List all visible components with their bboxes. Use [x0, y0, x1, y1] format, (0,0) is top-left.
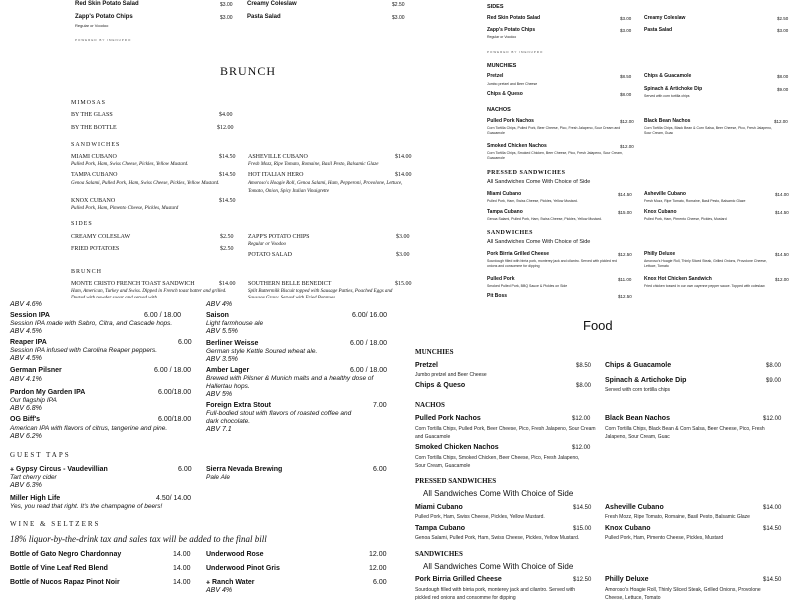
item-desc: Regular or Voodoo: [248, 242, 287, 247]
item-name: Chips & Queso: [415, 382, 466, 389]
item-name: Philly Deluxe: [644, 251, 676, 257]
beer-name: German Pilsner: [10, 367, 62, 374]
item-desc: Pulled Pork, Ham, Pimento Cheese, Pickles, Mustard: [605, 535, 724, 541]
item-desc: Fresh Mozz, Ripe Tomato, Romaine, Basil Pesto, Balsamic Glaze: [248, 162, 379, 167]
item-name: Miami Cubano: [487, 191, 522, 197]
item-name: Asheville Cubano: [644, 191, 686, 197]
item-price: $15.00: [395, 281, 412, 287]
item-price: $14.00: [775, 192, 789, 197]
beer-price: 7.00: [373, 402, 387, 409]
beer-abv: ABV 3.5%: [206, 356, 238, 363]
beer-desc: German style Kettle Soured wheat ale.: [206, 348, 318, 355]
item-desc: Corn Tortilla Chips, Black Bean & Corn Salsa, Beer Cheese, Pico, Fresh Jalapeno, Sour Cream, Guac: [644, 126, 772, 135]
beer-name: Pardon My Garden IPA: [10, 389, 86, 396]
item-desc: Pulled Pork, Ham, Swiss Cheese, Pickles, Yellow Mustard.: [487, 199, 578, 203]
item-price: $2.50: [220, 246, 234, 252]
item-desc: Amoroso's Hoagie Roll, Thinly Sliced Steak, Grilled Onions, Provolone Cheese, Lettuce, Tomato: [605, 587, 761, 600]
item-desc: Fried chicken tossed in our own cayenne pepper sauce. Topped with coleslaw.: [644, 284, 766, 288]
item-name: Red Skin Potato Salad: [75, 1, 139, 7]
item-desc: Corn Tortilla Chips, Pulled Pork, Beer Cheese, Pico, Fresh Jalapeno, Sour Cream and Guacamole: [415, 426, 596, 440]
item-name: HOT ITALIAN HERO: [248, 172, 304, 178]
item-name: TAMPA CUBANO: [71, 172, 118, 178]
item-desc: Genoa Salami, Pulled Pork, Ham, Swiss Cheese, Pickles, Yellow Mustard.: [415, 535, 580, 541]
item-price: $8.00: [777, 74, 789, 79]
beer-name: Berliner Weisse: [206, 340, 259, 347]
beer-abv: ABV 4.5%: [10, 355, 42, 362]
item-name: CREAMY COLESLAW: [71, 234, 131, 240]
section-header: SIDES: [487, 4, 504, 10]
item-desc: Sourdough filled with birria pork, monterey jack and cilantro. Served with pickled red onions and consomme for dipping: [415, 587, 576, 600]
item-name: Pretzel: [415, 362, 438, 369]
item-name: Philly Deluxe: [605, 576, 649, 583]
item-name: FRIED POTATOES: [71, 246, 120, 252]
item-desc: Jumbo pretzel and Beer Cheese: [487, 82, 538, 86]
beer-price: 6.00 / 18.00: [350, 367, 387, 374]
item-name: Zapp's Potato Chips: [487, 27, 536, 33]
item-price: $14.50: [219, 154, 236, 160]
item-name: Smoked Chicken Nachos: [415, 444, 499, 451]
beer-price: 6.00: [178, 339, 192, 346]
item-name: KNOX CUBANO: [71, 198, 116, 204]
item-price: $12.50: [573, 577, 592, 583]
item-price: $14.50: [219, 198, 236, 204]
wine-name: Underwood Pinot Gris: [206, 565, 280, 572]
item-price: $12.00: [620, 144, 634, 149]
beer-price: 6.00 / 18.00: [154, 367, 191, 374]
item-name: Creamy Coleslaw: [644, 15, 686, 21]
beer-desc: Session IPA made with Sabro, Citra, and Cascade hops.: [10, 320, 173, 327]
wine-price: 14.00: [173, 551, 191, 558]
powered-by: POWERED BY IMENUPRO: [75, 38, 132, 42]
item-price: $12.00: [763, 416, 782, 422]
item-price: $12.00: [217, 125, 234, 131]
small-food-menu: [480, 0, 800, 300]
item-name: Black Bean Nachos: [605, 415, 670, 422]
beer-name: Amber Lager: [206, 367, 250, 374]
beer-price: 6.00: [373, 466, 387, 473]
item-name: Pasta Salad: [247, 14, 281, 20]
item-name: Chips & Guacamole: [605, 362, 672, 369]
item-price: $12.00: [572, 445, 591, 451]
item-price: $2.50: [220, 234, 234, 240]
item-name: Pulled Pork: [487, 276, 515, 282]
item-price: $14.50: [573, 505, 592, 511]
item-name: MIAMI CUBANO: [71, 154, 117, 160]
item-price: $11.00: [618, 277, 632, 282]
star-icon: ⚹: [206, 579, 211, 586]
large-food-menu: [405, 305, 800, 600]
wine-name: Ranch Water: [212, 579, 255, 586]
beer-abv: ABV 4%: [206, 301, 233, 308]
section-header: NACHOS: [487, 107, 511, 113]
beer-desc: Yes, you read that right. It's the champagne of beers!: [10, 503, 163, 510]
item-name: BY THE BOTTLE: [71, 125, 117, 131]
item-desc: Smoked Pulled Pork, BBQ Sauce & Pickles on Side: [487, 284, 568, 288]
beer-abv: ABV 5%: [206, 391, 233, 398]
beer-name: Session IPA: [10, 312, 50, 319]
item-price: $14.00: [219, 281, 236, 287]
item-name: POTATO SALAD: [248, 252, 292, 258]
item-name: Asheville Cubano: [605, 504, 664, 511]
item-price: $12.00: [572, 416, 591, 422]
section-header: MIMOSAS: [71, 100, 107, 106]
item-price: $14.50: [763, 577, 782, 583]
brunch-menu: [60, 55, 415, 300]
wine-price: 12.00: [369, 551, 387, 558]
item-price: $14.00: [763, 505, 782, 511]
item-price: $3.00: [620, 28, 632, 33]
beer-desc: Light farmhouse ale: [206, 320, 264, 327]
wine-name: Bottle of Vine Leaf Red Blend: [10, 565, 108, 572]
beer-abv: ABV 4.5%: [10, 328, 42, 335]
item-name: SOUTHERN BELLE BENEDICT: [248, 281, 332, 287]
wine-name: Bottle of Gato Negro Chardonnay: [10, 551, 122, 558]
section-header: BRUNCH: [71, 269, 103, 275]
beer-desc: Pale Ale: [206, 474, 230, 481]
item-desc: Corn Tortilla Chips, Smoked Chicken, Beer Cheese, Pico, Fresh Jalapeno, Sour Cream, Guacamole: [487, 151, 623, 160]
item-price: $3.00: [620, 16, 632, 21]
item-name: MONTE CRISTO FRENCH TOAST SANDWICH: [71, 281, 195, 287]
item-name: Knox Hot Chicken Sandwich: [644, 276, 712, 282]
section-header: PRESSED SANDWICHES: [415, 477, 497, 485]
item-price: $12.50: [618, 252, 632, 257]
item-desc: Fresh Mozz, Ripe Tomato, Romaine, Basil Pesto, Balsamic Glaze: [605, 514, 750, 520]
beer-price: 6.00/ 16.00: [352, 312, 388, 319]
section-header: SANDWICHES: [487, 230, 534, 236]
beer-abv: ABV 6.8%: [10, 405, 42, 412]
item-price: $2.50: [392, 2, 405, 8]
item-name: ZAPP'S POTATO CHIPS: [248, 234, 310, 240]
section-subtitle: All Sandwiches Come With Choice of Side: [487, 179, 591, 185]
item-price: $8.00: [766, 363, 782, 369]
beer-name: Sierra Nevada Brewing: [206, 466, 283, 473]
item-name: Chips & Guacamole: [644, 73, 692, 79]
item-name: Pork Birria Grilled Cheese: [487, 251, 549, 257]
section-header: SANDWICHES: [415, 550, 463, 558]
item-price: $9.00: [766, 378, 782, 384]
section-header: SIDES: [71, 221, 93, 227]
item-price: $3.00: [392, 15, 405, 21]
item-name: Chips & Queso: [487, 91, 523, 97]
wine-price: 14.00: [173, 565, 191, 572]
beer-name: Miller High Life: [10, 495, 61, 502]
item-name: Red Skin Potato Salad: [487, 15, 541, 21]
item-price: $3.00: [396, 252, 410, 258]
item-name: Miami Cubano: [415, 504, 463, 511]
item-price: $14.50: [763, 526, 782, 532]
item-price: $14.50: [219, 172, 236, 178]
beer-abv: ABV 4.1%: [10, 376, 42, 383]
item-name: Smoked Chicken Nachos: [487, 143, 547, 149]
beer-desc: American IPA with flavors of citrus, tangerine and pine.: [10, 425, 168, 432]
wine-abv: ABV 4%: [206, 587, 233, 594]
item-desc: Sourdough filled with birria pork, monterey jack and cilantro. Served with pickled red onions and consomme for dipping: [487, 259, 617, 268]
beer-desc: Our flagship IPA: [10, 397, 57, 404]
beer-name: OG Biff's: [10, 416, 41, 423]
item-desc: Amoroso's Hoagie Roll, Thinly Sliced Steak, Grilled Onions, Provolone Cheese, Lettuce, Tomato: [644, 259, 767, 268]
item-desc: Served with corn tortilla chips: [644, 94, 690, 98]
section-header: GUEST TAPS: [10, 451, 71, 459]
beer-desc: Full-bodied stout with flavors of roasted coffee and dark chocolate.: [206, 410, 352, 425]
item-name: Pulled Pork Nachos: [415, 415, 481, 422]
ranch-star-icon: ⚹: [10, 466, 15, 473]
item-price: $12.00: [620, 119, 634, 124]
item-price: $14.00: [395, 172, 412, 178]
item-name: Pit Boss: [487, 293, 508, 299]
item-name: ASHEVILLE CUBANO: [248, 154, 308, 160]
item-price: $3.00: [777, 28, 789, 33]
item-name: BY THE GLASS: [71, 112, 113, 118]
wine-name: Bottle of Nucos Rapaz Pinot Noir: [10, 579, 120, 586]
beer-price: 6.00 / 18.00: [350, 340, 387, 347]
section-header: PRESSED SANDWICHES: [487, 170, 566, 176]
beer-abv: ABV 6.2%: [10, 433, 42, 440]
beer-abv: ABV 6.3%: [10, 482, 42, 489]
beer-price: 6.00/18.00: [158, 416, 192, 423]
wine-name: Underwood Rose: [206, 551, 264, 558]
item-price: $9.00: [777, 87, 789, 92]
item-price: $8.50: [620, 74, 632, 79]
beer-name: Foreign Extra Stout: [206, 402, 271, 409]
section-header: NACHOS: [415, 401, 445, 409]
item-name: Creamy Coleslaw: [247, 1, 297, 7]
item-desc: Ham, American, Turkey and Swiss. Dipped in French toast batter and grilled.: [71, 289, 227, 294]
item-desc: Genoa Salami, Pulled Pork, Ham, Swiss Cheese, Pickles, Yellow Mustard.: [71, 181, 220, 186]
item-name: Zapp's Potato Chips: [75, 14, 133, 20]
item-desc: Amoroso's Hoagie Roll, Genoa Salami, Ham, Pepperoni, Provolone, Lettuce, Tomato, Onion, Spicy Italian Vinaigrette: [248, 181, 403, 194]
item-price: $14.50: [618, 192, 632, 197]
item-name: Spinach & Artichoke Dip: [605, 377, 687, 384]
beer-abv: ABV 7.1: [206, 426, 232, 433]
item-desc: Split Buttermilk Biscuit topped with Sausage Patties, Poached Eggs and: [248, 289, 393, 294]
item-price: $14.00: [395, 154, 412, 160]
section-header: MUNCHIES: [415, 348, 454, 356]
beer-price: 6.00/18.00: [158, 389, 192, 396]
page-title: BRUNCH: [220, 64, 277, 78]
wine-price: 6.00: [373, 579, 387, 586]
item-name: Pulled Pork Nachos: [487, 118, 534, 124]
beer-desc: Brewed with Pilsner & Munich malts and a healthy dose of Hallertau hops.: [206, 375, 374, 390]
item-price: $3.00: [396, 234, 410, 240]
section-header: SANDWICHES: [71, 142, 121, 148]
item-desc: Jumbo pretzel and Beer Cheese: [415, 372, 487, 378]
item-desc: Regular or Voodoo: [75, 23, 109, 28]
left-top-snippet: [0, 0, 405, 50]
item-price: $12.00: [774, 119, 788, 124]
item-desc: Corn Tortilla Chips, Black Bean & Corn Salsa, Beer Cheese, Pico, Fresh Jalapeno, Sour Cream, Guac: [605, 426, 765, 440]
section-subtitle: All Sandwiches Come With Choice of Side: [423, 562, 574, 571]
item-desc: Pulled Pork, Ham, Pimento Cheese, Pickles, Mustard: [644, 217, 727, 221]
section-header: WINE & SELTZERS: [10, 520, 101, 528]
section-header: MUNCHIES: [487, 63, 517, 69]
item-name: Pork Birria Grilled Cheese: [415, 576, 502, 583]
item-desc: Served with corn tortilla chips: [605, 387, 671, 393]
item-price: $4.00: [219, 112, 233, 118]
wine-price: 14.00: [173, 579, 191, 586]
powered-by: POWERED BY IMENUPRO: [487, 50, 544, 54]
drinks-menu: [0, 298, 400, 600]
item-desc: Genoa Salami, Pulled Pork, Ham, Swiss Cheese, Pickles, Yellow Mustard.: [487, 217, 602, 221]
item-desc: Pulled Pork, Ham, Swiss Cheese, Pickles, Yellow Mustard.: [415, 514, 545, 520]
item-price: $12.00: [775, 277, 789, 282]
item-name: Pasta Salad: [644, 27, 673, 33]
item-name: Tampa Cubano: [487, 209, 523, 215]
item-price: $14.50: [775, 210, 789, 215]
beer-abv: ABV 5.5%: [206, 328, 238, 335]
item-name: Black Bean Nachos: [644, 118, 691, 124]
item-price: $3.00: [220, 15, 233, 21]
item-desc: Corn Tortilla Chips, Smoked Chicken, Beer Cheese, Pico, Fresh Jalapeno, Sour Cream, Guacamole: [415, 455, 580, 469]
item-price: $3.00: [220, 2, 233, 8]
item-price: $14.50: [775, 252, 789, 257]
item-price: $12.50: [618, 294, 632, 299]
item-desc: Regular or Voodoo: [487, 35, 517, 39]
item-name: Spinach & Artichoke Dip: [644, 86, 703, 92]
item-price: $8.00: [620, 92, 632, 97]
wine-price: 12.00: [369, 565, 387, 572]
beer-abv: ABV 4.6%: [10, 301, 42, 308]
item-name: Knox Cubano: [605, 525, 651, 532]
beer-price: 6.00: [178, 466, 192, 473]
item-price: $8.00: [576, 383, 592, 389]
item-price: $8.50: [576, 363, 592, 369]
beer-price: 6.00 / 18.00: [144, 312, 181, 319]
beer-desc: Session IPA infused with Carolina Reaper peppers.: [10, 347, 158, 354]
item-desc: Fresh Mozz, Ripe Tomato, Romaine, Basil Pesto, Balsamic Glaze: [644, 199, 746, 203]
item-desc: Pulled Pork, Ham, Swiss Cheese, Pickles, Yellow Mustard.: [71, 162, 189, 167]
tax-note: 18% liquor-by-the-drink tax and sales tax will be added to the final bill: [10, 534, 267, 544]
section-subtitle: All Sandwiches Come With Choice of Side: [487, 239, 591, 245]
beer-name: Gypsy Circus - Vaudevillian: [16, 466, 108, 473]
item-name: Tampa Cubano: [415, 525, 466, 532]
beer-name: Saison: [206, 312, 229, 319]
item-price: $2.50: [777, 16, 789, 21]
beer-price: 4.50/ 14.00: [156, 495, 192, 502]
item-name: Pretzel: [487, 73, 504, 79]
beer-desc: Tart cherry cider: [10, 474, 57, 481]
beer-name: Reaper IPA: [10, 339, 47, 346]
item-price: $15.00: [618, 210, 632, 215]
section-subtitle: All Sandwiches Come With Choice of Side: [423, 489, 574, 498]
item-desc: Pulled Pork, Ham, Pimento Cheese, Pickles, Mustard: [71, 206, 179, 211]
item-price: $15.00: [573, 526, 592, 532]
page-title: Food: [583, 318, 613, 333]
item-desc: Corn Tortilla Chips, Pulled Pork, Beer Cheese, Pico, Fresh Jalapeno, Sour Cream and Guacamole: [487, 126, 621, 135]
item-name: Knox Cubano: [644, 209, 677, 215]
